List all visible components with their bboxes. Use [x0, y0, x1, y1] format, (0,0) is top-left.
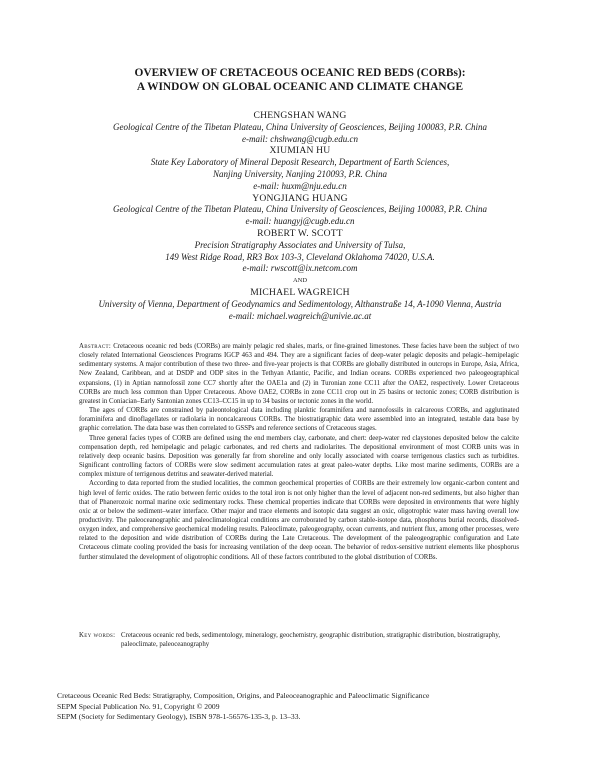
author-affiliation: Precision Stratigraphy Associates and University of Tulsa,: [194, 239, 406, 250]
abstract: [79, 342, 519, 562]
author-name: MICHAEL WAGREICH: [250, 287, 350, 299]
title-line-1: OVERVIEW OF CRETACEOUS OCEANIC RED BEDS (CORBs):: [134, 67, 466, 79]
author-email[interactable]: e-mail: michael.wagreich@univie.ac.at: [228, 310, 372, 321]
author-3: [20, 193, 580, 228]
author-affiliation: Nanjing University, Nanjing 210093, P.R. China: [212, 168, 388, 179]
abstract-text: Cretaceous oceanic red beds (CORBs) are mainly pelagic red shales, marls, or fine-grained limestones. These facies have been the subject of two closely related International Geosciences Programs IGCP 463 and 494. They are a significant facies of deep-water pelagic deposits and pelagic–hemipelagic sedimentary systems. A major contribution of these two three- and five-year projects is that CORBs are globally distributed in outcrops in Europe, Asia, Africa, New Zealand, Caribbean, and at DSDP and ODP sites in the Tethyan Atlantic, Pacific, and Indian oceans. CORBs experienced two paleogeographical expansions, (1) in Aptian nannofossil zone CC7 shortly after the OAE1a and (2) in Turonian zone CC11 after the OAE2, respectively. Lower Cretaceous CORBs are much less common than Upper Cretaceous. Above OAE2, CORBs in zone CC11 crop out in 25 basins or tectonic zones; CORB distribution is greatest in Coniacian–Early Santonian zones CC13–CC15 in up to 34 basins or tectonic zones in the world.: [79, 343, 519, 405]
footer-line-2: SEPM Special Publication No. 91, Copyright © 2009: [57, 701, 220, 711]
abstract-paragraph: The ages of CORBs are constrained by paleontological data including planktic foraminifera and nannofossils in calcareous CORBs, and agglutinated foraminifera and dinoflagellates or radiolaria in noncalcareous CORBs. The biostratigraphic data were assembled into an integrated, testable data base by graphic correlation. The data base was then correlated to GSSPs and reference sections of Cretaceous stages.: [79, 407, 519, 433]
author-affiliation: Geological Centre of the Tibetan Plateau, China University of Geosciences, Beijing 100083, P.R. China: [113, 204, 487, 215]
keywords: [79, 631, 519, 649]
publication-footer: [57, 691, 537, 723]
footer-line-1: Cretaceous Oceanic Red Beds: Stratigraphy, Composition, Origins, and Paleoceanographic and Paleoclimatic Significance: [57, 691, 430, 700]
abstract-label: Abstract:: [79, 343, 112, 350]
author-affiliation: Geological Centre of the Tibetan Plateau, China University of Geosciences, Beijing 100083, P.R. China: [113, 121, 487, 132]
author-affiliation: 149 West Ridge Road, RR3 Box 103-3, Cleveland Oklahoma 74020, U.S.A.: [165, 251, 435, 262]
author-name: YONGJIANG HUANG: [252, 192, 348, 204]
keywords-label: Key words:: [79, 632, 116, 639]
abstract-paragraph: Three general facies types of CORB are defined using the end members clay, carbonate, and chert: deep-water red claystones deposited below the calcite compensation depth, red hemipelagic and pelagic carbonates, and red cherts and radiolarites. The depositional environment of most CORB units was in relatively deep oceanic basins. Deposition was generally far from shoreline and only locally associated with coarse terrigenous clastics such as turbidites. Significant controlling factors of CORBs were slow sediment accumulation rates at great paleo-water depths. Like most marine sediments, CORBs are a complex mixture of terrigenous detritus and seawater-derived material.: [79, 434, 519, 479]
author-name: ROBERT W. SCOTT: [257, 227, 343, 239]
author-email[interactable]: e-mail: rwscott@ix.netcom.com: [242, 263, 358, 274]
author-email[interactable]: e-mail: huxm@nju.edu.cn: [253, 180, 347, 191]
author-4: [20, 228, 580, 275]
author-1: [20, 110, 580, 145]
title-line-2: A WINDOW ON GLOBAL OCEANIC AND CLIMATE CHANGE: [136, 81, 464, 93]
author-2: [20, 145, 580, 192]
and-separator: AND: [292, 277, 308, 285]
author-affiliation: State Key Laboratory of Mineral Deposit Research, Department of Earth Sciences,: [150, 157, 450, 168]
abstract-paragraph: [79, 342, 519, 406]
author-email[interactable]: e-mail: huangyj@cugb.edu.cn: [245, 216, 355, 227]
author-name: XIUMIAN HU: [269, 145, 331, 157]
author-block: [20, 110, 580, 323]
author-affiliation: University of Vienna, Department of Geodynamics and Sedimentology, Althanstraße 14, A-1090 Vienna, Austria: [98, 298, 502, 309]
author-5: [20, 287, 580, 322]
author-email[interactable]: e-mail: chshwang@cugb.edu.cn: [241, 133, 358, 144]
footer-line-3: SEPM (Society for Sedimentary Geology), ISBN 978-1-56576-135-3, p. 13–33.: [57, 712, 301, 722]
paper-title: [0, 66, 600, 94]
keywords-text: Cretaceous oceanic red beds, sedimentology, mineralogy, geochemistry, geographic distribution, stratigraphic distribution, biostratigraphy, paleoclimate, paleoceanography: [121, 632, 501, 649]
author-name: CHENGSHAN WANG: [253, 110, 347, 121]
abstract-paragraph: According to data reported from the studied localities, the common geochemical properties of CORBs are their extremely low organic-carbon content and high level of ferric oxides. The ratio between ferric oxides to the total iron is not only higher than the level of adjacent non-red sediments, but also higher than that of Phanerozoic normal marine oxic sedimentary rocks. These chemical properties indicate that CORBs were deposited in environments that were highly oxic at or below the sediment–water interface. Other major and trace elements and isotopic data suggest an oxic, oligotrophic water mass having overall low productivity. The paleoceanographic and paleoclimatological conditions are corroborated by carbon stable-isotope data, phosphorus burial records, dissolved-oxygen index, and comprehensive geochemical modeling results. Paleoclimate, paleogeography, ocean currents, and nutrient flux, among other processes, were related to the deposition and wide distribution of CORBs during the Late Cretaceous. The development of the paleogeographic configuration and Late Cretaceous climate cooling provided the basis for increasing ventilation of the deep ocean. The behavior of redox-sensitive nutrient elements like phosphorus further stimulated the development of oligotrophic conditions. All of these factors contributed to the global distribution of CORBs.: [79, 480, 519, 561]
